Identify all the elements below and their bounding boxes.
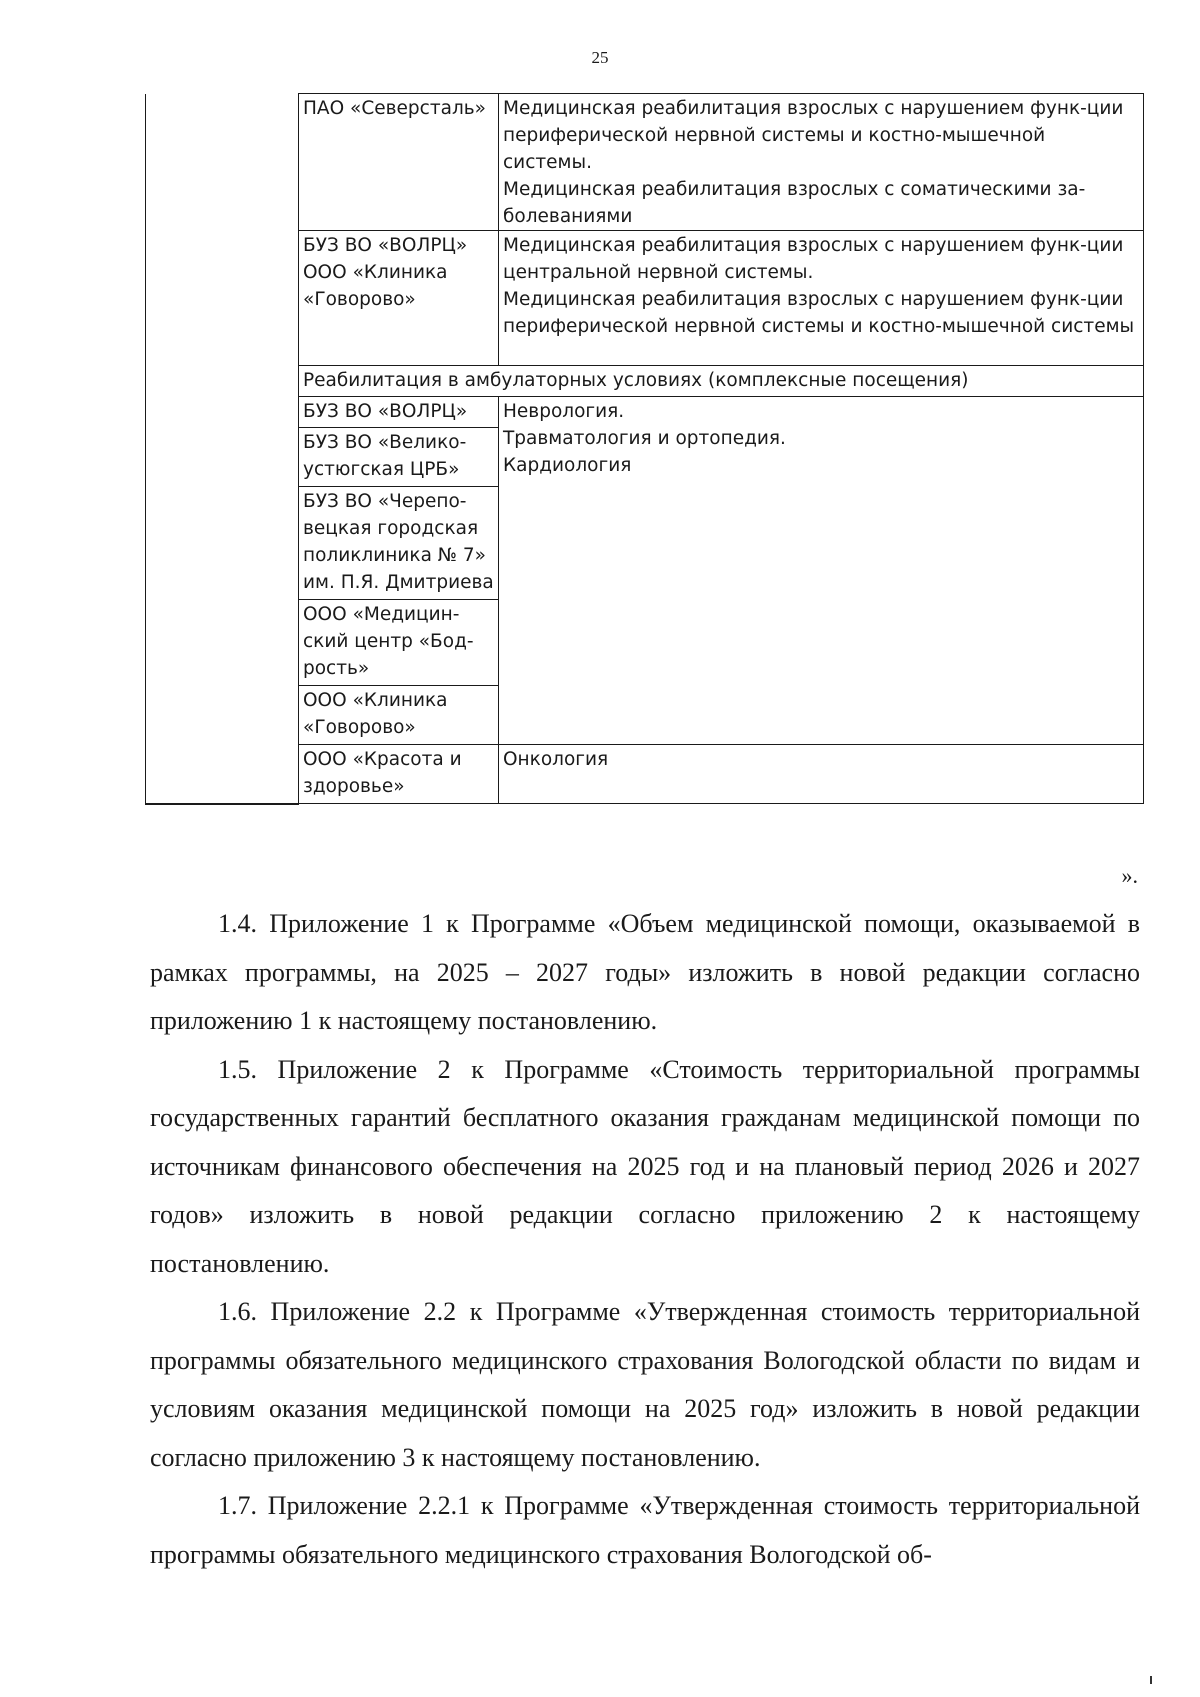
body-text xyxy=(150,900,1140,1579)
paragraph-1-5: 1.5. Приложение 2 к Программе «Стоимость территориальной программы государственных гарантий бесплатного оказания гражданам медицинской помощи по источникам финансового обеспечения на 2025 год и на плановый период 2026 и 2027 годов» изложить в новой редакции согласно приложению 2 к настоящему постановлению. xyxy=(150,1054,1140,1278)
profiles-cell xyxy=(499,231,1144,366)
profiles-text: Медицинская реабилитация взрослых с нарушением функ-ции периферической нервной системы и костно-мышечной системы. Медицинская реабилитация взрослых с соматическими за-болеваниями xyxy=(503,98,1124,227)
profiles-cell: Онкология xyxy=(499,745,1144,804)
org-cell: БУЗ ВО «Черепо-вецкая городская поликлиника № 7» им. П.Я. Дмитриева xyxy=(299,487,499,600)
closing-quote: ». xyxy=(1121,863,1138,888)
rehabilitation-table-wrapper xyxy=(145,93,1143,805)
org-cell: БУЗ ВО «ВОЛРЦ» ООО «Клиника «Говорово» xyxy=(299,231,499,366)
paragraph-1-4: 1.4. Приложение 1 к Программе «Объем медицинской помощи, оказываемой в рамках программы, на 2025 – 2027 годы» изложить в новой редакции согласно приложению 1 к настоящему постановлению. xyxy=(150,909,1140,1035)
org-cell: БУЗ ВО «Велико-устюгская ЦРБ» xyxy=(299,428,499,487)
profiles-cell xyxy=(499,397,1144,745)
rehabilitation-table xyxy=(145,93,1144,805)
org-cell: ООО «Медицин-ский центр «Бод-рость» xyxy=(299,600,499,686)
paragraph-1-6: 1.6. Приложение 2.2 к Программе «Утвержденная стоимость территориальной программы обязательного медицинского страхования Вологодской области по видам и условиям оказания медицинской помощи на 2025 год» изложить в новой редакции согласно приложению 3 к настоящему постановлению. xyxy=(150,1297,1140,1472)
scan-mark xyxy=(1150,1676,1152,1684)
profiles-cell xyxy=(499,94,1144,231)
org-cell: БУЗ ВО «ВОЛРЦ» xyxy=(299,397,499,428)
table-row xyxy=(146,94,1144,231)
profiles-text: Неврология. Травматология и ортопедия. Кардиология xyxy=(503,401,786,476)
org-cell: ООО «Клиника «Говорово» xyxy=(299,686,499,745)
paragraph-1-7: 1.7. Приложение 2.2.1 к Программе «Утвержденная стоимость территориальной программы обязательного медицинского страхования Вологодской об- xyxy=(150,1491,1140,1569)
page-number: 25 xyxy=(591,48,609,67)
profiles-text: Медицинская реабилитация взрослых с нарушением функ-ции центральной нервной системы. Медицинская реабилитация взрослых с нарушением функ-ции периферической нервной системы и костно-мышечной системы xyxy=(503,235,1135,337)
empty-first-column xyxy=(146,94,299,804)
section-header: Реабилитация в амбулаторных условиях (комплексные посещения) xyxy=(299,366,1144,397)
org-cell: ООО «Красота и здоровье» xyxy=(299,745,499,804)
org-cell: ПАО «Северсталь» xyxy=(299,94,499,231)
